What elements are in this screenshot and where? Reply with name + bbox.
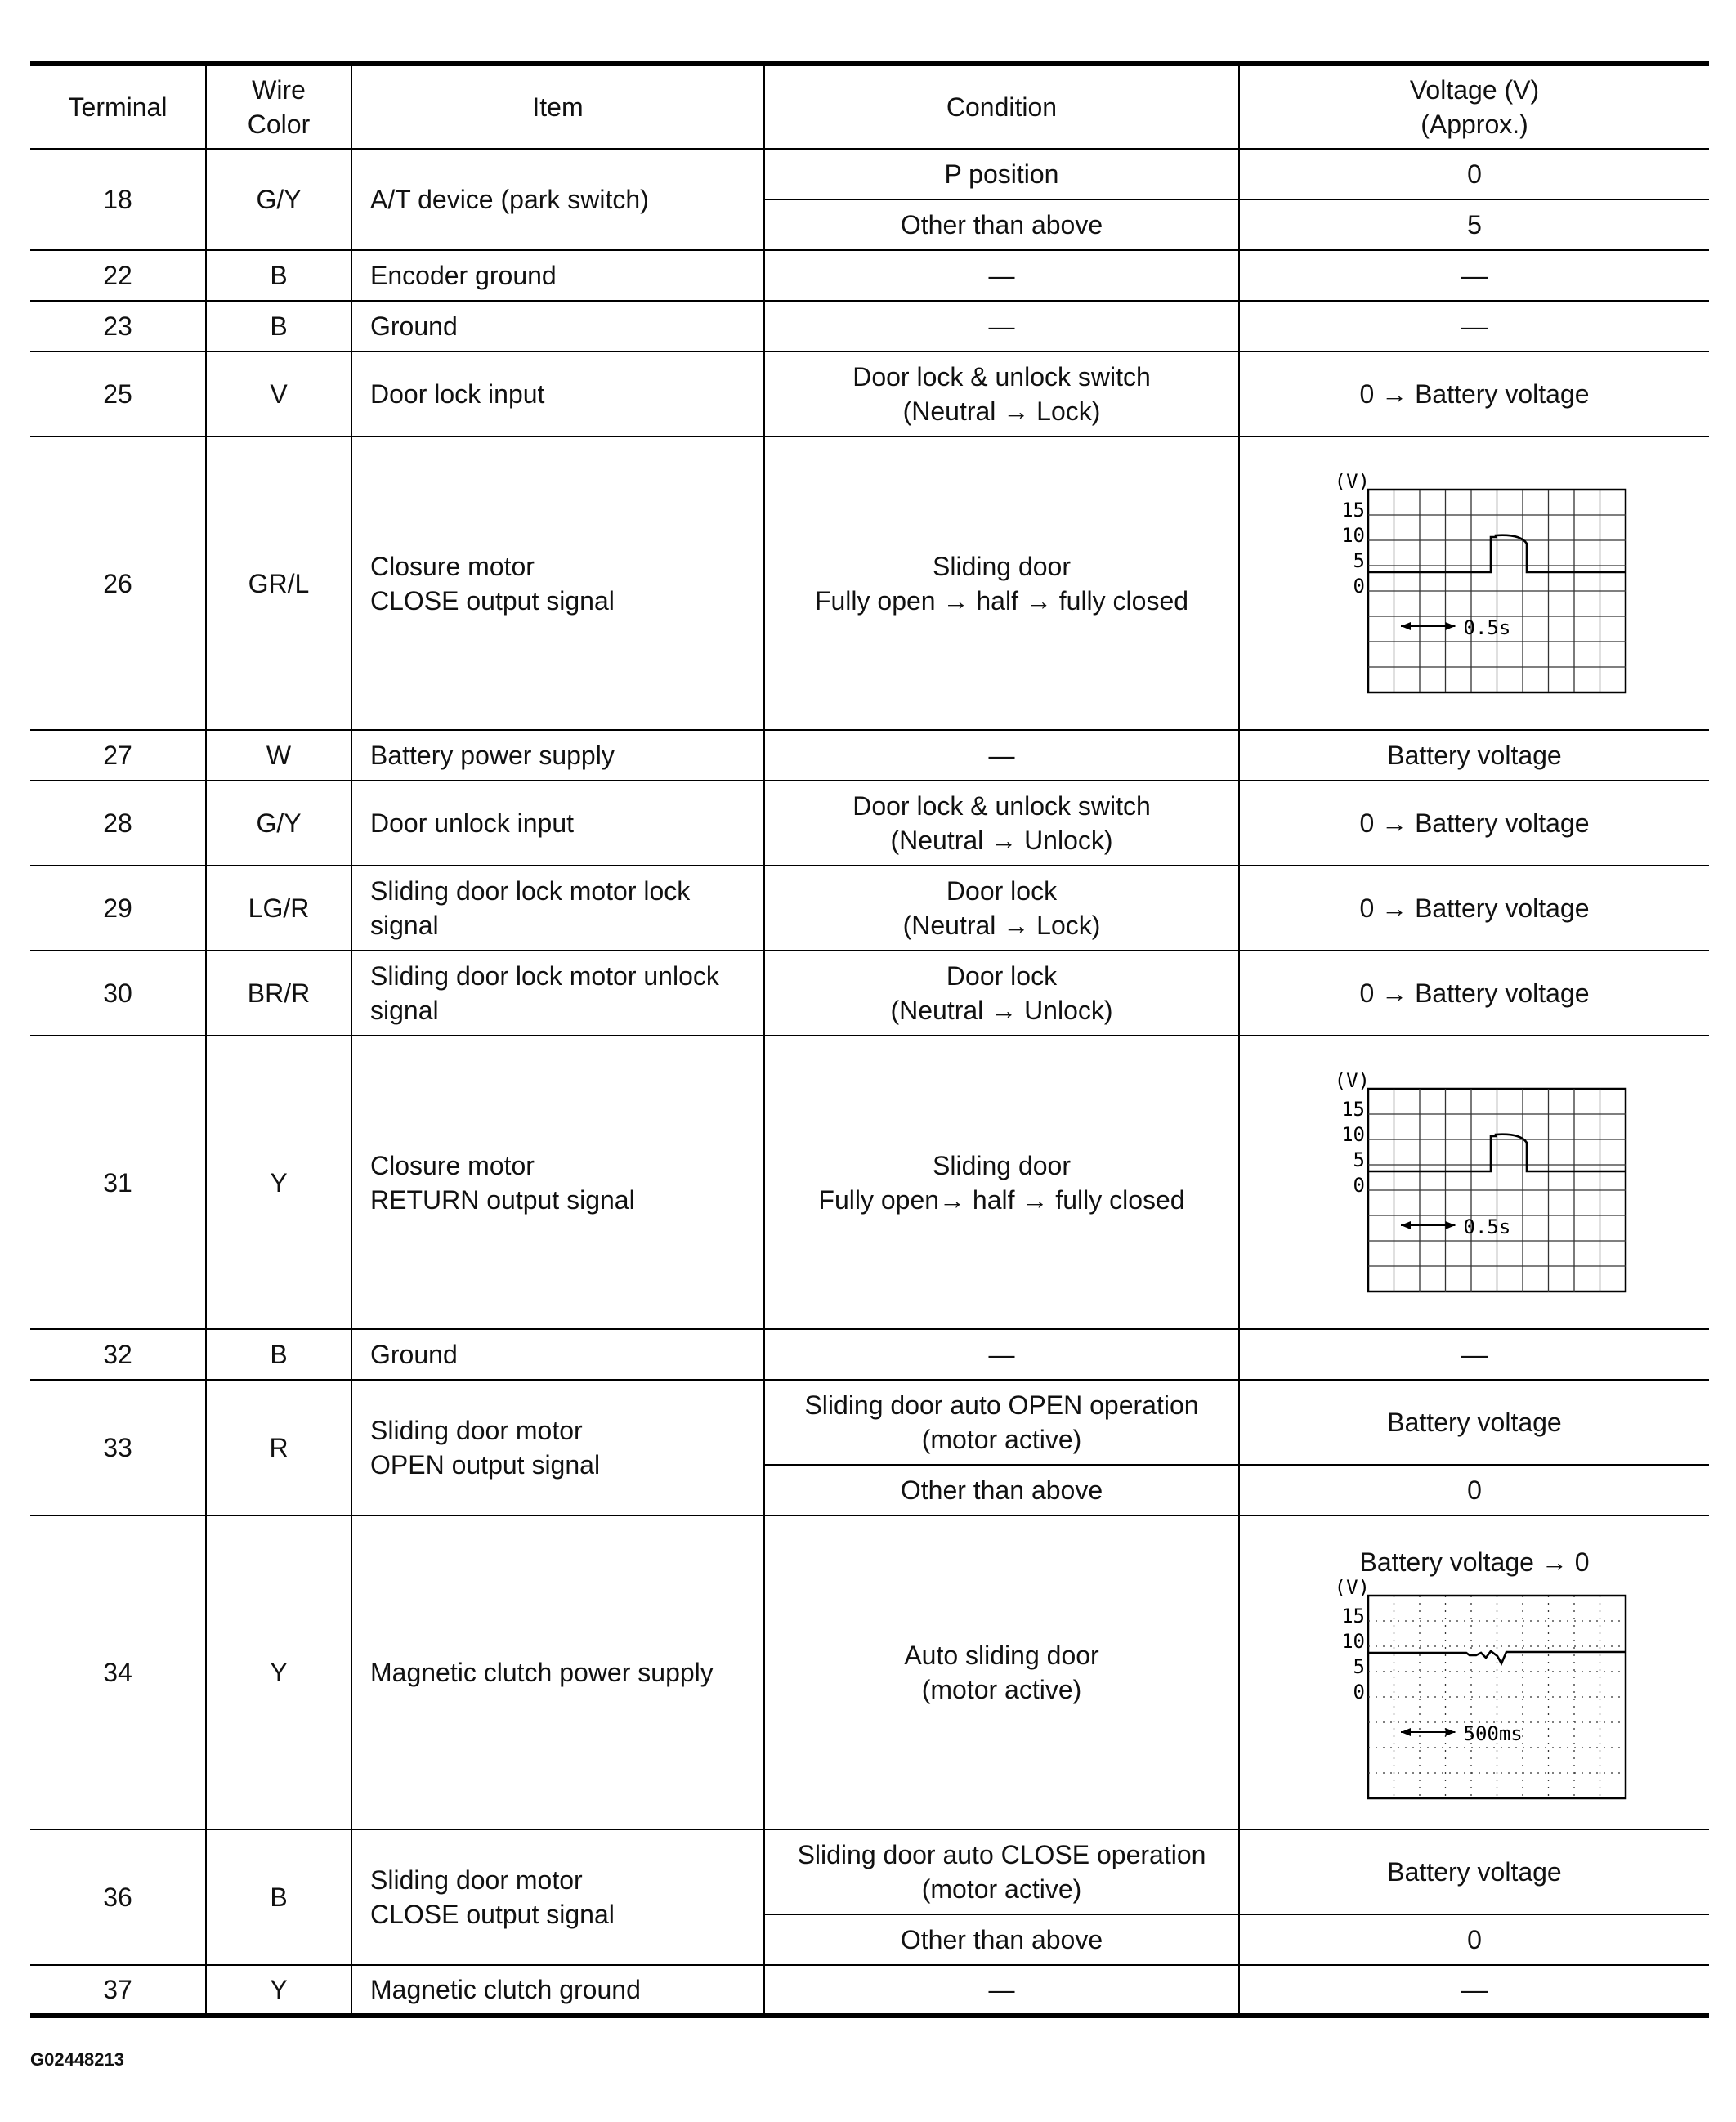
waveform-graph <box>1311 1072 1638 1293</box>
table-row <box>30 781 1709 866</box>
terminal-cell: 33 <box>30 1380 206 1515</box>
waveform-time-marker <box>1401 622 1456 630</box>
wire-color-cell: Y <box>206 1515 351 1829</box>
table-row <box>30 436 1709 730</box>
waveform-trace <box>1368 1651 1626 1663</box>
header-condition: Condition <box>764 64 1239 149</box>
table-row <box>30 1329 1709 1380</box>
item-cell: A/T device (park switch) <box>351 149 764 250</box>
voltage-cell: 0 → Battery voltage <box>1239 351 1709 436</box>
voltage-cell <box>1239 1036 1709 1329</box>
table-row <box>30 351 1709 436</box>
item-cell: Sliding door lock motor unlock signal <box>351 951 764 1036</box>
waveform-grid <box>1368 1089 1626 1292</box>
header-wire-color: Wire Color <box>206 64 351 149</box>
item-cell: Closure motor CLOSE output signal <box>351 436 764 730</box>
terminal-cell: 26 <box>30 436 206 730</box>
item-cell: Closure motor RETURN output signal <box>351 1036 764 1329</box>
condition-cell: Other than above <box>764 1914 1239 1965</box>
terminal-cell: 32 <box>30 1329 206 1380</box>
table-body <box>30 149 1709 2016</box>
waveform-y-tick: 0 <box>1353 1681 1365 1703</box>
voltage-cell: Battery voltage <box>1239 1380 1709 1465</box>
voltage-cell: 0 <box>1239 1914 1709 1965</box>
terminal-table <box>30 61 1709 2018</box>
condition-cell: — <box>764 250 1239 301</box>
item-cell: Encoder ground <box>351 250 764 301</box>
voltage-cell: 0 <box>1239 149 1709 199</box>
table-row <box>30 866 1709 951</box>
waveform-graph <box>1311 1579 1638 1800</box>
item-cell: Sliding door lock motor lock signal <box>351 866 764 951</box>
condition-cell: P position <box>764 149 1239 199</box>
wire-color-cell: B <box>206 1829 351 1965</box>
item-cell: Ground <box>351 301 764 351</box>
figure-code: G02448213 <box>30 2049 124 2070</box>
item-cell: Sliding door motor CLOSE output signal <box>351 1829 764 1965</box>
waveform-y-unit: (V) <box>1334 1579 1370 1599</box>
terminal-cell: 34 <box>30 1515 206 1829</box>
header-voltage: Voltage (V) (Approx.) <box>1239 64 1709 149</box>
table-row <box>30 250 1709 301</box>
wire-color-cell: G/Y <box>206 149 351 250</box>
wire-color-cell: B <box>206 1329 351 1380</box>
voltage-cell: 5 <box>1239 199 1709 250</box>
waveform-y-tick: 10 <box>1341 523 1365 547</box>
waveform-time-label: 0.5s <box>1463 616 1511 639</box>
voltage-cell <box>1239 436 1709 730</box>
waveform-y-tick: 5 <box>1353 1148 1365 1171</box>
terminal-cell: 36 <box>30 1829 206 1965</box>
waveform-y-unit: (V) <box>1334 472 1370 493</box>
condition-cell: Sliding door auto CLOSE operation (motor active) <box>764 1829 1239 1914</box>
voltage-cell: 0 → Battery voltage <box>1239 866 1709 951</box>
voltage-cell: 0 → Battery voltage <box>1239 951 1709 1036</box>
condition-cell: Door lock & unlock switch (Neutral → Unlock) <box>764 781 1239 866</box>
waveform-grid <box>1368 490 1626 692</box>
waveform-y-tick: 15 <box>1341 1097 1365 1121</box>
wire-color-cell: Y <box>206 1036 351 1329</box>
item-cell: Door unlock input <box>351 781 764 866</box>
voltage-cell: — <box>1239 1965 1709 2016</box>
wire-color-cell: G/Y <box>206 781 351 866</box>
table-row <box>30 149 1709 199</box>
waveform-y-tick: 0 <box>1353 574 1365 598</box>
wire-color-cell: LG/R <box>206 866 351 951</box>
wire-color-cell: B <box>206 250 351 301</box>
table-row <box>30 1036 1709 1329</box>
wire-color-cell: R <box>206 1380 351 1515</box>
item-cell: Door lock input <box>351 351 764 436</box>
waveform-y-tick: 15 <box>1341 1605 1365 1627</box>
item-cell: Sliding door motor OPEN output signal <box>351 1380 764 1515</box>
table-row <box>30 1965 1709 2016</box>
table-row <box>30 951 1709 1036</box>
condition-cell: Sliding door Fully open→ half → fully closed <box>764 1036 1239 1329</box>
condition-cell: Other than above <box>764 1465 1239 1515</box>
waveform-time-marker <box>1401 1728 1456 1736</box>
waveform-y-tick: 15 <box>1341 498 1365 522</box>
table-header-row <box>30 64 1709 149</box>
wire-color-cell: V <box>206 351 351 436</box>
condition-cell: Sliding door auto OPEN operation (motor active) <box>764 1380 1239 1465</box>
terminal-cell: 23 <box>30 301 206 351</box>
condition-cell: — <box>764 730 1239 781</box>
terminal-cell: 31 <box>30 1036 206 1329</box>
item-cell: Magnetic clutch ground <box>351 1965 764 2016</box>
voltage-cell: 0 <box>1239 1465 1709 1515</box>
item-cell: Magnetic clutch power supply <box>351 1515 764 1829</box>
waveform-graph <box>1311 473 1638 694</box>
header-item: Item <box>351 64 764 149</box>
table-row <box>30 301 1709 351</box>
condition-cell: — <box>764 1329 1239 1380</box>
waveform-time-label: 500ms <box>1463 1722 1523 1745</box>
item-cell: Ground <box>351 1329 764 1380</box>
table-row <box>30 730 1709 781</box>
table-row <box>30 1380 1709 1465</box>
condition-cell: — <box>764 1965 1239 2016</box>
terminal-cell: 28 <box>30 781 206 866</box>
voltage-cell: — <box>1239 250 1709 301</box>
voltage-cell: — <box>1239 301 1709 351</box>
terminal-cell: 22 <box>30 250 206 301</box>
voltage-cell <box>1239 1515 1709 1829</box>
terminal-cell: 30 <box>30 951 206 1036</box>
condition-cell: Door lock (Neutral → Lock) <box>764 866 1239 951</box>
voltage-cell: — <box>1239 1329 1709 1380</box>
terminal-cell: 29 <box>30 866 206 951</box>
condition-cell: Door lock & unlock switch (Neutral → Lock) <box>764 351 1239 436</box>
wire-color-cell: B <box>206 301 351 351</box>
waveform-grid <box>1368 1596 1626 1798</box>
condition-cell: Door lock (Neutral → Unlock) <box>764 951 1239 1036</box>
terminal-cell: 18 <box>30 149 206 250</box>
table-row <box>30 1829 1709 1914</box>
waveform-y-tick: 10 <box>1341 1122 1365 1146</box>
waveform-y-tick: 5 <box>1353 1655 1365 1678</box>
terminal-cell: 37 <box>30 1965 206 2016</box>
waveform-time-label: 0.5s <box>1463 1215 1511 1238</box>
waveform-time-marker <box>1401 1221 1456 1229</box>
waveform-y-tick: 10 <box>1341 1630 1365 1653</box>
condition-cell: Sliding door Fully open → half → fully closed <box>764 436 1239 730</box>
terminal-cell: 27 <box>30 730 206 781</box>
waveform-y-unit: (V) <box>1334 1072 1370 1092</box>
waveform-y-tick: 0 <box>1353 1173 1365 1197</box>
voltage-value: Battery voltage → 0 <box>1359 1547 1590 1577</box>
wire-color-cell: W <box>206 730 351 781</box>
voltage-cell: Battery voltage <box>1239 1829 1709 1914</box>
voltage-cell: 0 → Battery voltage <box>1239 781 1709 866</box>
condition-cell: Auto sliding door (motor active) <box>764 1515 1239 1829</box>
wire-color-cell: BR/R <box>206 951 351 1036</box>
terminal-cell: 25 <box>30 351 206 436</box>
wire-color-cell: GR/L <box>206 436 351 730</box>
condition-cell: Other than above <box>764 199 1239 250</box>
voltage-cell: Battery voltage <box>1239 730 1709 781</box>
header-terminal: Terminal <box>30 64 206 149</box>
item-cell: Battery power supply <box>351 730 764 781</box>
waveform-y-tick: 5 <box>1353 548 1365 572</box>
wire-color-cell: Y <box>206 1965 351 2016</box>
condition-cell: — <box>764 301 1239 351</box>
table-row <box>30 1515 1709 1829</box>
